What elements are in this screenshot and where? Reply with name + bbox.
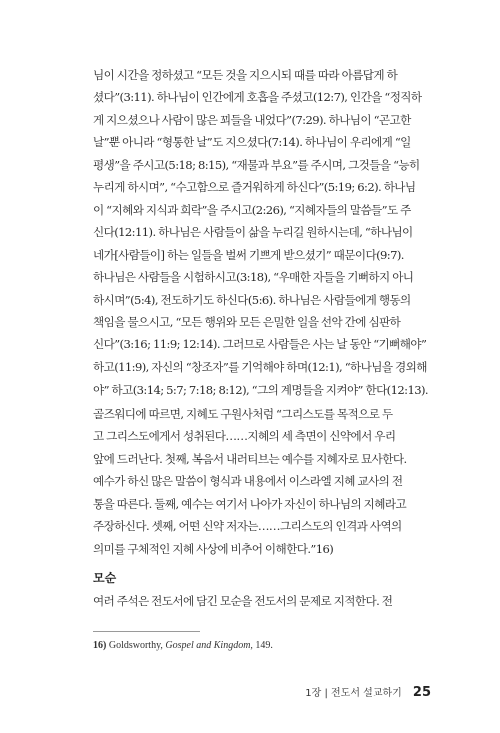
running-head: 1장 | 전도서 설교하기: [305, 688, 402, 699]
footnote-number: 16): [93, 640, 107, 651]
body-line: 통을 따른다. 둘째, 예수는 여기서 나아가 자신이 하나님의 지혜라고: [93, 497, 407, 511]
body-line: 의미를 구체적인 지혜 사상에 비추어 이해한다.”16): [93, 542, 334, 556]
section-heading: 모순: [93, 571, 117, 585]
body-line: 셨다”(3:11). 하나님이 인간에게 호흡을 주셨고(12:7), 인간을 “정직하: [93, 90, 422, 104]
body-line: 평생”을 주시고(5:18; 8:15), “재물과 부요”를 주시며, 그것들을 “능히: [93, 158, 420, 172]
footnote-author: Goldsworthy,: [108, 640, 163, 651]
body-line: 예수가 하신 많은 말씀이 형식과 내용에서 이스라엘 지혜 교사의 전: [93, 474, 403, 488]
body-line: 네가[사람들이] 하는 일들을 벌써 기쁘게 받으셨기” 때문이다(9:7).: [93, 248, 404, 262]
body-line: 하나님은 사람들을 시험하시고(3:18), “우매한 자들을 기뻐하지 아니: [93, 270, 414, 284]
footnote-divider: [93, 631, 200, 632]
body-line: 야” 하고(3:14; 5:7; 7:18; 8:12), “그의 계명들을 지켜야” 한다(12:13).: [93, 383, 429, 397]
body-line: 날”뿐 아니라 “형통한 날”도 지으셨다(7:14). 하나님이 우리에게 “일: [93, 135, 411, 149]
page-footer: [305, 681, 431, 700]
body-line: 골즈워디에 따르면, 지혜도 구원사처럼 “그리스도를 목적으로 두: [93, 407, 393, 421]
footnote-title: Gospel and Kingdom,: [165, 640, 253, 651]
body-line: 누리게 하시며”, “수고함으로 즐거워하게 하신다”(5:19; 6:2). 하나님: [93, 180, 416, 194]
body-line: 이 “지혜와 지식과 희락”을 주시고(2:26), “지혜자들의 말씀들”도 주: [93, 203, 411, 217]
body-line: 신다(12:11). 하나님은 사람들이 삶을 누리길 원하시는데, “하나님이: [93, 225, 413, 239]
footnote: [93, 640, 273, 651]
footnote-page: 149.: [255, 640, 273, 651]
body-line: 하시며”(5:4), 전도하기도 하신다(5:6). 하나님은 사람들에게 행동의: [93, 293, 411, 307]
body-line: 하고(11:9), 자신의 “창조자”를 기억해야 하며(12:1), “하나님을 경외해: [93, 360, 427, 374]
body-line: 앞에 드러난다. 첫째, 복음서 내러티브는 예수를 지혜자로 묘사한다.: [93, 452, 407, 466]
body-line: 책임을 물으시고, “모든 행위와 모든 은밀한 일을 선악 간에 심판하: [93, 315, 401, 329]
page-number: 25: [412, 685, 431, 700]
body-line: 게 지으셨으나 사람이 많은 꾀들을 내었다”(7:29). 하나님이 “곤고한: [93, 113, 411, 127]
body-line: 님이 시간을 정하셨고 “모든 것을 지으시되 때를 따라 아름답게 하: [93, 68, 398, 82]
section-body-line: 여러 주석은 전도서에 담긴 모순을 전도서의 문제로 지적한다. 전: [93, 594, 393, 608]
body-line: 신다”(3:16; 11:9; 12:14). 그러므로 사람들은 사는 날 동안 “기뻐해야”: [93, 337, 427, 351]
body-line: 주장하신다. 셋째, 어떤 신약 저자는……그리스도의 인격과 사역의: [93, 519, 402, 533]
body-line: 고 그리스도에게서 성취된다……지혜의 세 측면이 신약에서 우리: [93, 429, 396, 443]
